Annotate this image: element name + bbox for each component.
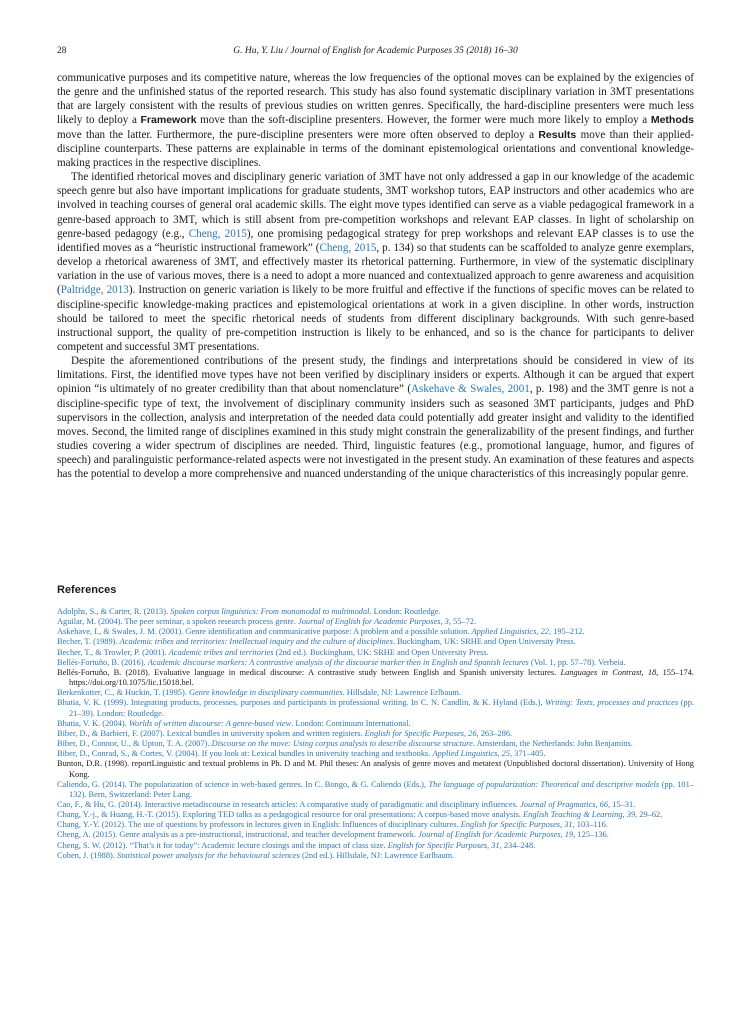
reference-entry[interactable] — [57, 810, 694, 820]
reference-entry[interactable] — [57, 800, 694, 810]
reference-text: (pp. 101–132). Bern, Switzerland: Peter Lang. — [69, 779, 694, 799]
reference-text: Biber, D., & Barbieri, F. (2007). Lexical bundles in university spoken and written registers. — [57, 728, 365, 738]
citation-link[interactable]: Paltridge, 2013 — [60, 284, 129, 297]
reference-title: Languages in Contrast, 18 — [560, 667, 657, 677]
citation-link[interactable]: Askehave & Swales, 2001 — [411, 383, 530, 396]
reference-text: Bhatia, V. K. (2004). — [57, 718, 129, 728]
text-run: The identified rhetorical moves and disciplinary generic variation of 3MT have not only addressed a gap in our knowledge of the academic speech genre but also have important implications for graduate students, 3MT workshop tutors, EAP instructors and other academics who are involved in teaching courses of general oral academic skills. The eight move types identified can serve as a viable pedagogical framework in a genre-based approach to 3MT, which is still absent from pre-competition workshops and relevant EAP classes. In light of scholarship on genre-based pedagogy (e.g., — [57, 171, 694, 240]
reference-entry[interactable] — [57, 780, 694, 800]
reference-text: , 55–72. — [448, 617, 477, 627]
reference-entry[interactable] — [57, 668, 694, 688]
reference-text: Berkenkotter, C., & Huckin, T. (1995). — [57, 688, 189, 698]
reference-title: Worlds of written discourse: A genre-based view — [128, 718, 292, 728]
move-term-framework: Framework — [140, 114, 197, 127]
reference-title: The language of popularization: Theoretical and descriptive models — [428, 779, 660, 789]
text-run: move than their applied-discipline counterparts. These patterns are explainable in terms of the dominant epistemological orientations and conventional knowledge-making practices in the respective disciplines. — [57, 128, 694, 169]
reference-text: . Hillsdale, NJ: Lawrence Erlbaum. — [342, 688, 461, 698]
reference-entry[interactable] — [57, 759, 694, 779]
reference-text: Adolphs, S., & Carter, R. (2013). — [57, 607, 171, 616]
reference-text: . Buckingham, UK: SRHE and Open University Press. — [392, 637, 576, 647]
citation-link[interactable]: Cheng, 2015 — [188, 227, 247, 240]
reference-text: , 103–116. — [572, 820, 608, 830]
reference-entry[interactable] — [57, 607, 694, 617]
reference-title: Genre knowledge in disciplinary communities — [188, 688, 343, 698]
references-heading: References — [57, 584, 117, 596]
reference-text: Cheng, S. W. (2012). “That’s it for today”: Academic lecture closings and the impact of class size. — [57, 840, 388, 850]
reference-text: Cohen, J. (1988). — [57, 850, 118, 860]
reference-title: Applied Linguistics, 22 — [471, 627, 549, 637]
reference-entry[interactable] — [57, 851, 694, 861]
reference-text: . London: Routledge. — [369, 607, 441, 616]
reference-text: Becher, T. (1989). — [57, 637, 120, 647]
reference-entry[interactable] — [57, 719, 694, 729]
text-run: Despite the aforementioned contributions of the present study, the findings and interpretations should be considered in view of its limitations. First, the identified move types have not been verified by disciplinary insiders or experts. Although it can be argued that expert opinion “is ultimately of no greater credibility than that about nomenclature” ( — [57, 355, 694, 396]
text-run: move than the latter. Furthermore, the pure-discipline presenters were more often observed to deploy a — [57, 128, 539, 141]
reference-title: English for Specific Purposes, 31 — [387, 840, 500, 850]
page-number: 28 — [57, 46, 67, 56]
reference-entry[interactable] — [57, 841, 694, 851]
reference-text: Chang, Y.-Y. (2012). The use of questions by professors in lectures given in English: Influences of disciplinary cultures. — [57, 820, 461, 830]
reference-text: . London: Continuum International. — [291, 718, 411, 728]
text-run: move than the soft-discipline presenters. However, the former were much more likely to employ a — [196, 114, 651, 127]
move-term-methods: Methods — [650, 114, 695, 127]
reference-text: Becher, T., & Trowler, P. (2001). — [57, 647, 169, 657]
reference-entry[interactable] — [57, 729, 694, 739]
reference-text: Bhatia, V. K. (1999). Integrating products, processes, purposes and participants in professional writing. In C. N. Candlin, & K. Hyland (Eds.), — [57, 698, 546, 708]
reference-text: Biber, D., Conrad, S., & Cortes, V. (2004). If you look at: Lexical bundles in university teaching and textbooks. — [57, 749, 433, 759]
citation-link[interactable]: Cheng, 2015 — [319, 241, 377, 254]
reference-text: , 29–62. — [635, 810, 663, 820]
journal-citation: G. Hu, Y. Liu / Journal of English for Academic Purposes 35 (2018) 16–30 — [233, 46, 518, 56]
reference-text: Cheng, A. (2015). Genre analysis as a pre-instructional, instructional, and teacher development framework. — [57, 830, 419, 840]
reference-text: , 263–286. — [476, 728, 513, 738]
reference-text: , 234–248. — [499, 840, 536, 850]
reference-text: (pp. 21–39). London: Routledge. — [69, 698, 694, 718]
reference-entry[interactable] — [57, 658, 694, 668]
reference-text: Bellés-Fortuño, B. (2018). Evaluative language in medical discourse: A contrastive study between English and Spanish university lectures. — [57, 667, 561, 677]
reference-text: (2nd ed.). Buckingham, UK: SRHE and Open University Press. — [273, 647, 489, 657]
reference-text: (Vol. 1, pp. 57–78). Verbeia. — [528, 657, 626, 667]
reference-text: , 15–31. — [608, 799, 636, 809]
reference-title: English for Specific Purposes, 31 — [460, 820, 573, 830]
reference-entry[interactable] — [57, 749, 694, 759]
reference-entry[interactable] — [57, 739, 694, 749]
move-term-results: Results — [538, 128, 577, 141]
reference-text: , 371–405. — [509, 749, 546, 759]
reference-entry[interactable] — [57, 627, 694, 637]
reference-text: . Amsterdam, the Netherlands: John Benjamins. — [472, 739, 633, 749]
reference-entry[interactable] — [57, 688, 694, 698]
reference-title: Applied Linguistics, 25 — [432, 749, 510, 759]
reference-text: (2nd ed.). Hillsdale, NJ: Lawrence Earlbaum. — [299, 850, 455, 860]
reference-text: Chang, Y.-j., & Huang, H.-T. (2015). Exploring TED talks as a pedagogical resource for oral presentations: A corpus-based move analysis. — [57, 810, 524, 820]
text-run: ). Instruction on generic variation is likely to be more fruitful and effective if the functions of specific moves can be related to discipline-specific knowledge-making practices and epistemological orientations at work in a given discipline. In other words, instruction should be tailored to meet the specific rhetorical needs of students from different disciplinary backgrounds. With such genre-based instructional support, the quality of pre-competition instruction is likely to be enhanced, and so is the chance for participants to deliver competent and successful 3MT presentations. — [57, 284, 694, 353]
reference-entry[interactable] — [57, 830, 694, 840]
reference-list — [57, 607, 694, 861]
paragraph-3 — [57, 354, 694, 481]
reference-text: Bunton, D.R. (1998). reportLinguistic and textual problems in Ph. D and M. Phil theses: An analysis of genre moves and metatext (Unpublished doctoral dissertation). University of Hong Kong. — [57, 759, 694, 779]
reference-title: Journal of English for Academic Purposes, 3 — [298, 617, 449, 627]
reference-text: Aguilar, M. (2004). The peer seminar, a spoken research process genre. — [57, 617, 299, 627]
paragraph-1 — [57, 71, 694, 170]
reference-title: English Teaching & Learning, 39 — [523, 810, 636, 820]
reference-text: Biber, D., Connor, U., & Upton, T. A. (2007). — [57, 739, 212, 749]
reference-text: Caliendo, G. (2014). The popularization of science in web-based genres. In C. Bongo, & G. Caliendo (Eds.), — [57, 779, 429, 789]
reference-text: , 155–174. https://doi.org/10.1075/lic.15018.bel. — [69, 667, 694, 688]
reference-entry[interactable] — [57, 698, 694, 718]
reference-title: English for Specific Purposes, 26 — [364, 728, 477, 738]
text-run: , p. 134) so that students can be scaffolded to analyze genre exemplars, develop a rhetorical awareness of 3MT, and effectively master its rhetorical patterning. Furthermore, in view of the systematic disciplinary variation in the use of various moves, there is a need to adopt a more nuanced and contextualized approach to genre awareness and acquisition ( — [57, 241, 695, 297]
reference-text: , 195–212. — [548, 627, 585, 637]
text-run: ), one promising pedagogical strategy for prep workshops and relevant EAP classes is to use the identified moves as a “heuristic instructional framework” ( — [57, 227, 694, 254]
running-head — [57, 46, 694, 60]
reference-title: Journal of English for Academic Purposes, 19 — [418, 830, 574, 840]
reference-entry[interactable] — [57, 617, 694, 627]
reference-entry[interactable] — [57, 648, 694, 658]
text-run: communicative purposes and its competitive nature, whereas the low frequencies of the optional moves can be explained by the exigencies of the genre and the unfinished status of the reported research. This study has also found systematic disciplinary variation in 3MT presentations that are largely consistent with the results of previous studies on written genres. Specifically, the hard-discipline presenters were much less likely to deploy a — [57, 72, 694, 127]
reference-title: Academic discourse markers: A contrastive analysis of the discourse marker then in English and Spanish lectures — [147, 657, 529, 667]
text-run: , p. 198) and the 3MT genre is not a discipline-specific type of text, the involvement of disciplinary community insiders such as seasoned 3MT participants, judges and PhD supervisors in the collection, analysis and interpretation of the needed data could potentially add greater insight and validity to the identified moves. Second, the limited range of disciplines examined in this study might constrain the generalizability of the present findings, and further studies covering a wider spectrum of disciplines are needed. Third, linguistic features (e.g., promotional language, humor, and figures of speech) and paralinguistic performance-related aspects were not investigated in the present study. An examination of these features and aspects has the potential to develop a more comprehensive and nuanced understanding of the unique characteristics of this increasingly popular genre. — [57, 383, 694, 481]
body-text — [57, 71, 694, 482]
reference-title: Academic tribes and territories — [168, 647, 274, 657]
reference-title: Statistical power analysis for the behavioural sciences — [117, 850, 300, 860]
reference-text: , 125–136. — [573, 830, 609, 840]
reference-text: Cao, F., & Hu, G. (2014). Interactive metadiscourse in research articles: A comparative study of paradigmatic and disciplinary influences. — [57, 799, 521, 809]
reference-title: Discourse on the move: Using corpus analysis to describe discourse structure — [211, 739, 473, 749]
reference-entry[interactable] — [57, 637, 694, 647]
reference-text: Askehave, I., & Swales, J. M. (2001). Genre identification and communicative purpose: A problem and a possible solution. — [57, 627, 472, 637]
reference-title: Writing: Texts, processes and practices — [545, 698, 679, 708]
reference-text: Bellés-Fortuño, B. (2016). — [57, 657, 148, 667]
reference-title: Spoken corpus linguistics: From monomodal to multimodal — [170, 607, 370, 616]
reference-entry[interactable] — [57, 820, 694, 830]
reference-title: Academic tribes and territories: Intellectual inquiry and the culture of disciplines — [119, 637, 393, 647]
reference-title: Journal of Pragmatics, 66 — [520, 799, 609, 809]
paragraph-2 — [57, 170, 694, 354]
